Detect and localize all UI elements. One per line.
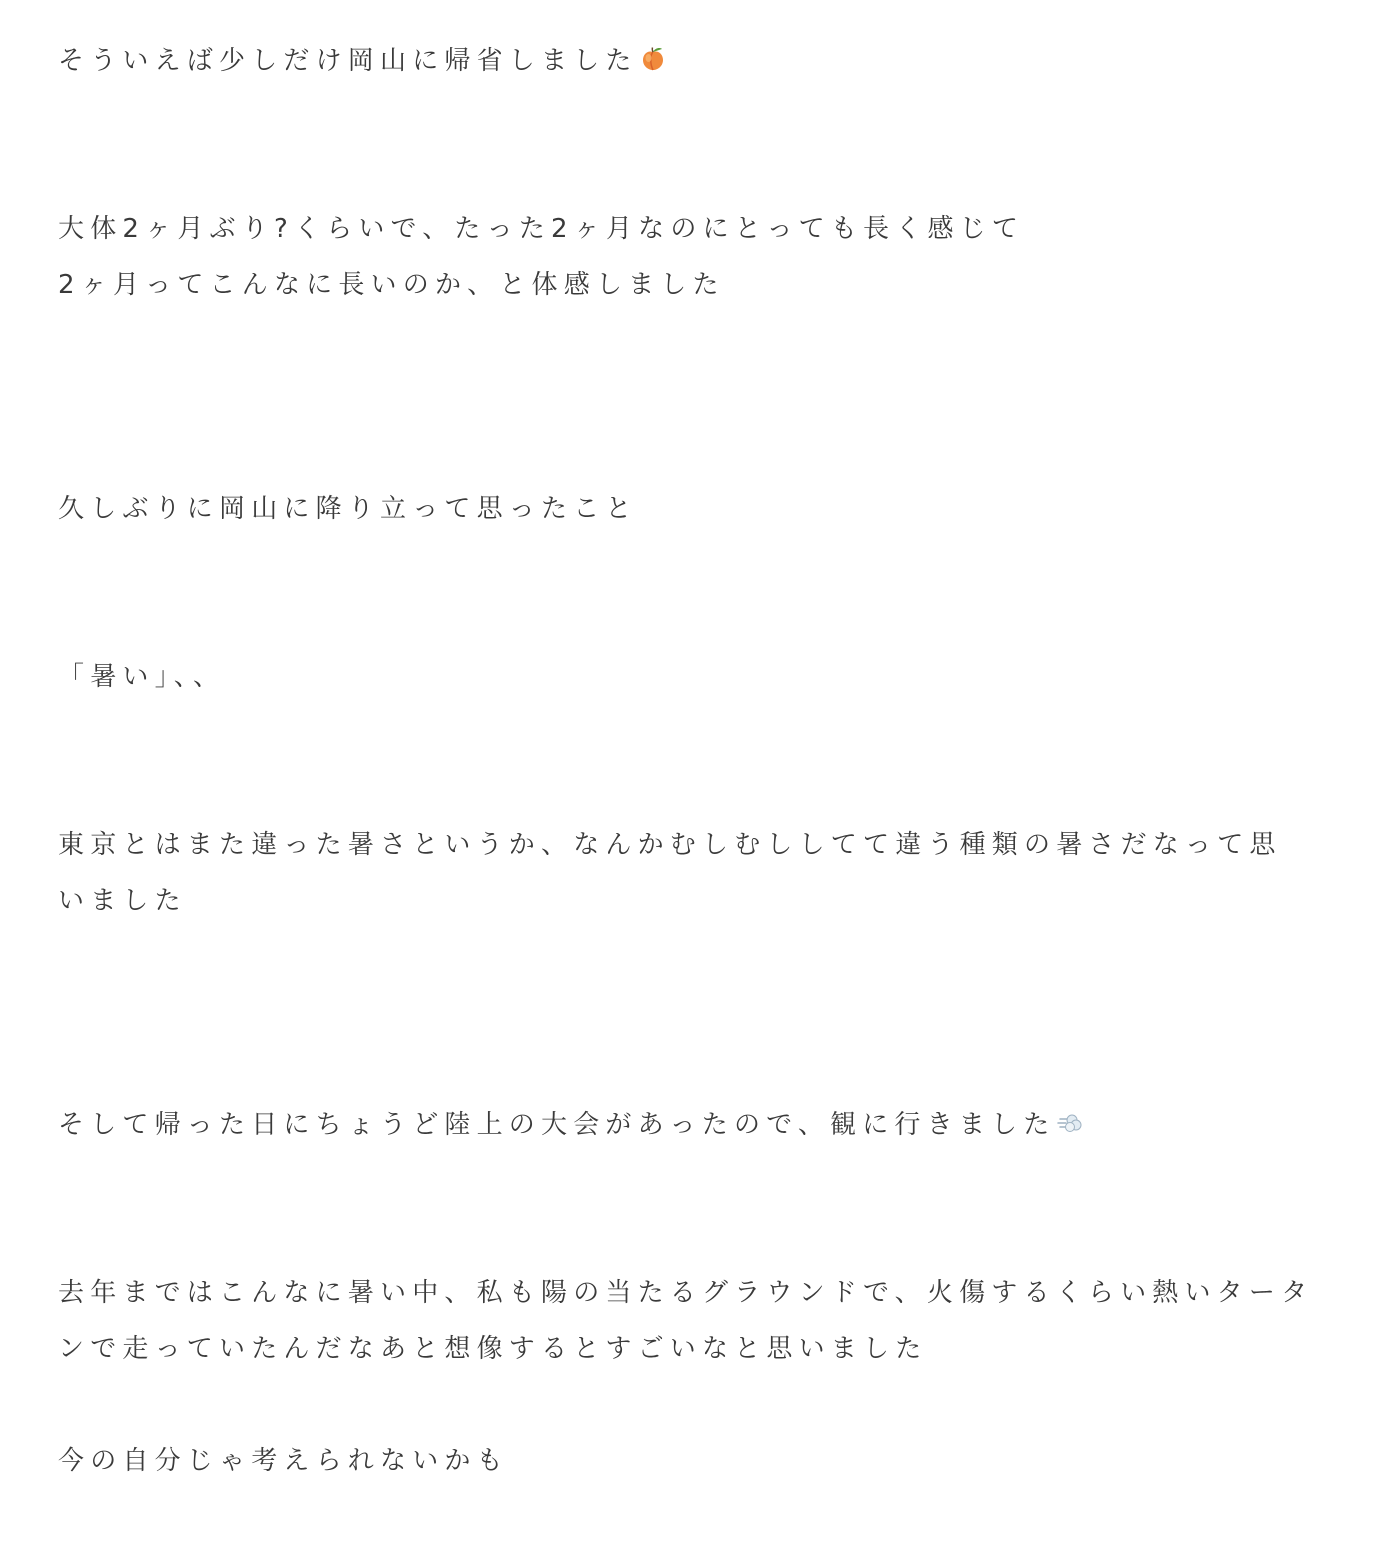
paragraph-track-meet-text: そして帰った日にちょうど陸上の大会があったので、観に行きました [58,1110,1056,1140]
paragraph-homecoming-text: そういえば少しだけ岡山に帰省しました [58,46,638,76]
paragraph-arrival: 久しぶりに岡山に降り立って思ったこと [58,494,638,524]
paragraph-hot: 「暑い」、、 [58,662,226,692]
peach-icon [640,46,666,72]
paragraph-humidity-line-1: 東京とはまた違った暑さというか、なんかむしむししてて違う種類の暑さだなって思 [58,830,1282,860]
paragraph-homecoming [58,44,666,78]
paragraph-humidity-line-2: いました [58,886,187,916]
paragraph-last-year-line-2: ンで走っていたんだなあと想像するとすごいなと思いました [58,1334,928,1364]
paragraph-last-year-line-1: 去年まではこんなに暑い中、私も陽の当たるグラウンドで、火傷するくらい熱いタータ [58,1278,1314,1308]
dash-icon [1057,1110,1083,1136]
paragraph-track-meet [58,1108,1083,1142]
paragraph-now: 今の自分じゃ考えられないかも [58,1446,509,1476]
paragraph-two-months-line-1: 大体2ヶ月ぶり?くらいで、たった2ヶ月なのにとっても長く感じて [58,214,1025,244]
paragraph-two-months-line-2: 2ヶ月ってこんなに長いのか、と体感しました [58,270,725,300]
